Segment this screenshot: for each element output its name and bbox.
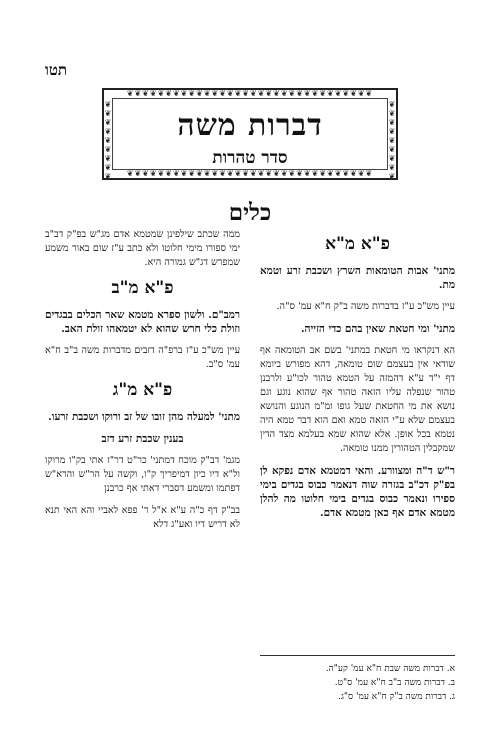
footnotes: [260, 655, 455, 704]
topic-subheading: בענין שכבת זרע דזב: [101, 433, 184, 445]
footnote: ג. דברות משה ב"ק ח"א עמ' ס"ג.: [338, 692, 455, 702]
ornament-border-left: ❦❦❦❦❦❦❦❦❦: [104, 100, 112, 181]
commentary-paragraph: ממה שכתב שילפינן שמטמא אדם מג"ש בפ"ק דב"ב ימי ספורו מימי חלוטו ולא כתב ע"ז שום באור משמע שמפרש דג"ש גמורה היא.: [45, 229, 240, 268]
commentary-paragraph: עיין מש"כ ע"ז ברפ"ה דזבים מדברות משה ב"ב ח"א עמ' ס"ב.: [45, 345, 240, 370]
footnote: ב. דברות משה ב"ב ח"א עמ' ס"ט.: [334, 678, 455, 688]
mishna-heading-3: פ"א מ"ג: [112, 380, 173, 400]
commentary-paragraph: רמב"ם. ולשון ספרא מטמא שאר הכלים בבגדים וזולת כלי חרש שהוא לא יטמאהו זולת האב.: [45, 309, 240, 335]
mishna-text: מתני' ומי חטאת שאין בהם כדי הזייה.: [300, 323, 455, 335]
section-title: כלים: [228, 199, 272, 226]
right-column: [260, 228, 455, 528]
ornament-border-top: ❦❦❦❦❦❦❦❦❦❦❦❦❦❦❦❦❦❦❦❦❦❦❦❦❦❦❦❦❦❦❦❦: [126, 89, 374, 98]
commentary-paragraph: הא דנקראו מי חטאת במתני' בשם אב הטומאה אף שודאי אין בעצמם שום טומאה, דהא מפורש ביומא דף י"ד ע"א דהמזה על הטמא טהור לכו"ע ולרבנן טהור שנפלה עליו הזאה טהור אף שהוא נוגע וגם נושא את מי החטאת שעל גופו ומ"מ הנוגע והנושא בעצמם שלא ע"י הזאה טמא ואם הוא דבר טמא היה נטמא בכל אופן. אלא שהוא שמא בעלמא מצד הדין שמקבלין הטהורין ממנו טומאה.: [260, 345, 455, 454]
commentary-paragraph: בב"ק דף כ"ה ע"א א"ל ר' פפא לאביי והא האי תנא לא דריש דיו ואע"ג דלא: [45, 505, 240, 530]
footnote: א. דברות משה שבת ח"א עמ' קע"ה.: [325, 664, 455, 674]
mishna-text: מתני' אבות הטומאות השרץ ושכבת זרע וטמא מת.: [260, 265, 455, 291]
commentary-paragraph: מגמ' דב"ק מוכח דמתני' כר"ט דר"ז אתי בק"ו מרוקו ול"א דיו כיון דמיפריך ק"ו, וקשה על הר"ש והרא"ש דפתמו ומשמע דסברי דאתי אף כרבנן: [45, 455, 240, 494]
mishna-text: מתני' למעלה מהן זובו של זב ורוקו ושכבת זרעו.: [48, 411, 240, 423]
book-subtitle: סדר טהרות: [212, 148, 288, 168]
commentary-paragraph: ר"ש ד"ה ומצוורע. והאי דמטמא אדם נפקא לן בפ"ק דכ"ב בגזרה שוה דנאמר כבוס בגדים בימי ספירו ונאמר כבוס בגדים בימי חלוטו מה להלן מטמא אדם אף כאן מטמא אדם.: [260, 465, 455, 519]
ornament-border-bottom: ❦❦❦❦❦❦❦❦❦❦❦❦❦❦❦❦❦❦❦❦❦❦❦❦❦❦❦❦❦❦❦❦: [126, 169, 374, 178]
commentary-paragraph: עיין מש"כ ע"ז בדברות משה ב"ק ח"א עמ' ס"ה.: [276, 301, 455, 312]
ornament-border-right: ❦❦❦❦❦❦❦❦❦: [388, 100, 396, 181]
page-number: תטו: [45, 61, 68, 79]
book-title: דברות משה: [177, 108, 323, 143]
left-column: [45, 228, 240, 540]
mishna-heading-1: פ"א מ"א: [325, 234, 390, 254]
mishna-heading-2: פ"א מ"ב: [111, 278, 174, 298]
title-banner: [102, 88, 398, 180]
